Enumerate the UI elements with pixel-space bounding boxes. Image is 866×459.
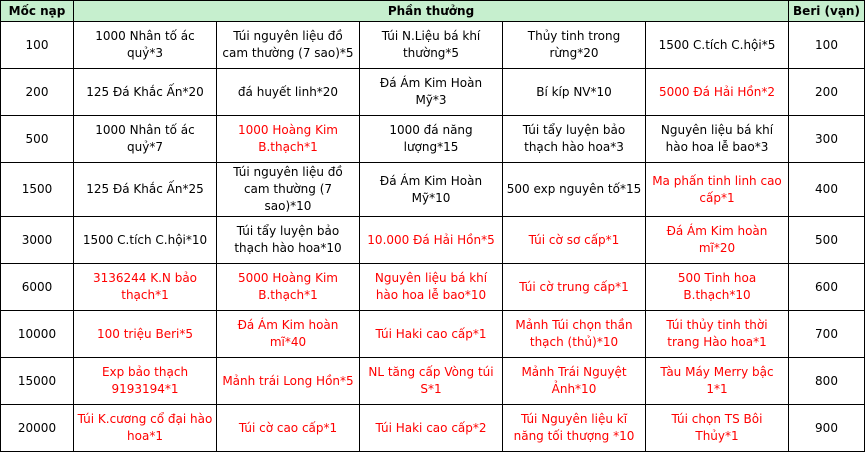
header-moc-nap: Mốc nạp xyxy=(1,1,74,22)
reward-cell: 1000 Nhân tố ác quỷ*3 xyxy=(74,22,217,69)
reward-cell: đá huyết linh*20 xyxy=(217,69,360,116)
reward-cell: 125 Đá Khắc Ấn*20 xyxy=(74,69,217,116)
reward-cell: NL tăng cấp Vòng túi S*1 xyxy=(360,358,503,405)
table-row xyxy=(1,311,865,358)
reward-cell: 125 Đá Khắc Ấn*25 xyxy=(74,163,217,217)
header-row xyxy=(1,1,865,22)
reward-cell: Nguyên liệu bá khí hào hoa lễ bao*10 xyxy=(360,264,503,311)
moc-nap-cell: 20000 xyxy=(1,405,74,452)
reward-cell: Túi N.Liệu bá khí thường*5 xyxy=(360,22,503,69)
reward-cell: Mảnh trái Long Hồn*5 xyxy=(217,358,360,405)
moc-nap-cell: 6000 xyxy=(1,264,74,311)
reward-cell: Đá Ám Kim Hoàn Mỹ*3 xyxy=(360,69,503,116)
reward-cell: Exp bảo thạch 9193194*1 xyxy=(74,358,217,405)
header-phan-thuong: Phần thưởng xyxy=(74,1,789,22)
table-row xyxy=(1,22,865,69)
reward-cell: Túi cờ trung cấp*1 xyxy=(503,264,646,311)
moc-nap-cell: 500 xyxy=(1,116,74,163)
beri-cell: 900 xyxy=(789,405,865,452)
reward-cell: Thủy tinh trong rừng*20 xyxy=(503,22,646,69)
header-beri: Beri (vạn) xyxy=(789,1,865,22)
reward-cell: Túi nguyên liệu đồ cam thường (7 sao)*5 xyxy=(217,22,360,69)
reward-cell: Ma phấn tinh linh cao cấp*1 xyxy=(646,163,789,217)
reward-cell: Túi cờ cao cấp*1 xyxy=(217,405,360,452)
reward-cell: Đá Ám Kim hoàn mĩ*20 xyxy=(646,217,789,264)
reward-cell: 1000 Hoàng Kim B.thạch*1 xyxy=(217,116,360,163)
reward-cell: Túi chọn TS Bôi Thủy*1 xyxy=(646,405,789,452)
beri-cell: 500 xyxy=(789,217,865,264)
table-row xyxy=(1,116,865,163)
beri-cell: 800 xyxy=(789,358,865,405)
beri-cell: 700 xyxy=(789,311,865,358)
reward-cell: Túi K.cương cổ đại hào hoa*1 xyxy=(74,405,217,452)
reward-cell: 1500 C.tích C.hội*5 xyxy=(646,22,789,69)
reward-cell: Túi thủy tinh thời trang Hào hoa*1 xyxy=(646,311,789,358)
reward-cell: Mảnh Trái Nguyệt Ảnh*10 xyxy=(503,358,646,405)
reward-cell: Tàu Máy Merry bậc 1*1 xyxy=(646,358,789,405)
reward-cell: Đá Ám Kim hoàn mĩ*40 xyxy=(217,311,360,358)
reward-cell: Túi Haki cao cấp*1 xyxy=(360,311,503,358)
beri-cell: 400 xyxy=(789,163,865,217)
beri-cell: 600 xyxy=(789,264,865,311)
moc-nap-cell: 200 xyxy=(1,69,74,116)
moc-nap-cell: 100 xyxy=(1,22,74,69)
reward-cell: Túi tẩy luyện bảo thạch hào hoa*3 xyxy=(503,116,646,163)
reward-cell: 10.000 Đá Hải Hồn*5 xyxy=(360,217,503,264)
reward-cell: 1500 C.tích C.hội*10 xyxy=(74,217,217,264)
table-row xyxy=(1,217,865,264)
reward-cell: Bí kíp NV*10 xyxy=(503,69,646,116)
reward-cell: 500 Tinh hoa B.thạch*10 xyxy=(646,264,789,311)
reward-cell: 5000 Đá Hải Hồn*2 xyxy=(646,69,789,116)
reward-cell: Mảnh Túi chọn thần thạch (thủ)*10 xyxy=(503,311,646,358)
table-row xyxy=(1,264,865,311)
reward-cell: Túi tẩy luyện bảo thạch hào hoa*10 xyxy=(217,217,360,264)
reward-cell: Túi nguyên liệu đồ cam thường (7 sao)*10 xyxy=(217,163,360,217)
reward-cell: Đá Ám Kim Hoàn Mỹ*10 xyxy=(360,163,503,217)
table-row xyxy=(1,358,865,405)
reward-cell: 3136244 K.N bảo thạch*1 xyxy=(74,264,217,311)
moc-nap-cell: 3000 xyxy=(1,217,74,264)
reward-cell: Túi cờ sơ cấp*1 xyxy=(503,217,646,264)
moc-nap-cell: 15000 xyxy=(1,358,74,405)
table-row xyxy=(1,163,865,217)
moc-nap-cell: 10000 xyxy=(1,311,74,358)
moc-nap-cell: 1500 xyxy=(1,163,74,217)
reward-cell: Túi Haki cao cấp*2 xyxy=(360,405,503,452)
reward-cell: 5000 Hoàng Kim B.thạch*1 xyxy=(217,264,360,311)
reward-cell: Túi Nguyên liệu kĩ năng tối thượng *10 xyxy=(503,405,646,452)
beri-cell: 100 xyxy=(789,22,865,69)
reward-cell: 100 triệu Beri*5 xyxy=(74,311,217,358)
table-body xyxy=(1,22,865,452)
reward-cell: 500 exp nguyên tố*15 xyxy=(503,163,646,217)
reward-cell: 1000 đá năng lượng*15 xyxy=(360,116,503,163)
reward-cell: 1000 Nhân tố ác quỷ*7 xyxy=(74,116,217,163)
table-row xyxy=(1,69,865,116)
table-row xyxy=(1,405,865,452)
reward-cell: Nguyên liệu bá khí hào hoa lễ bao*3 xyxy=(646,116,789,163)
beri-cell: 200 xyxy=(789,69,865,116)
beri-cell: 300 xyxy=(789,116,865,163)
